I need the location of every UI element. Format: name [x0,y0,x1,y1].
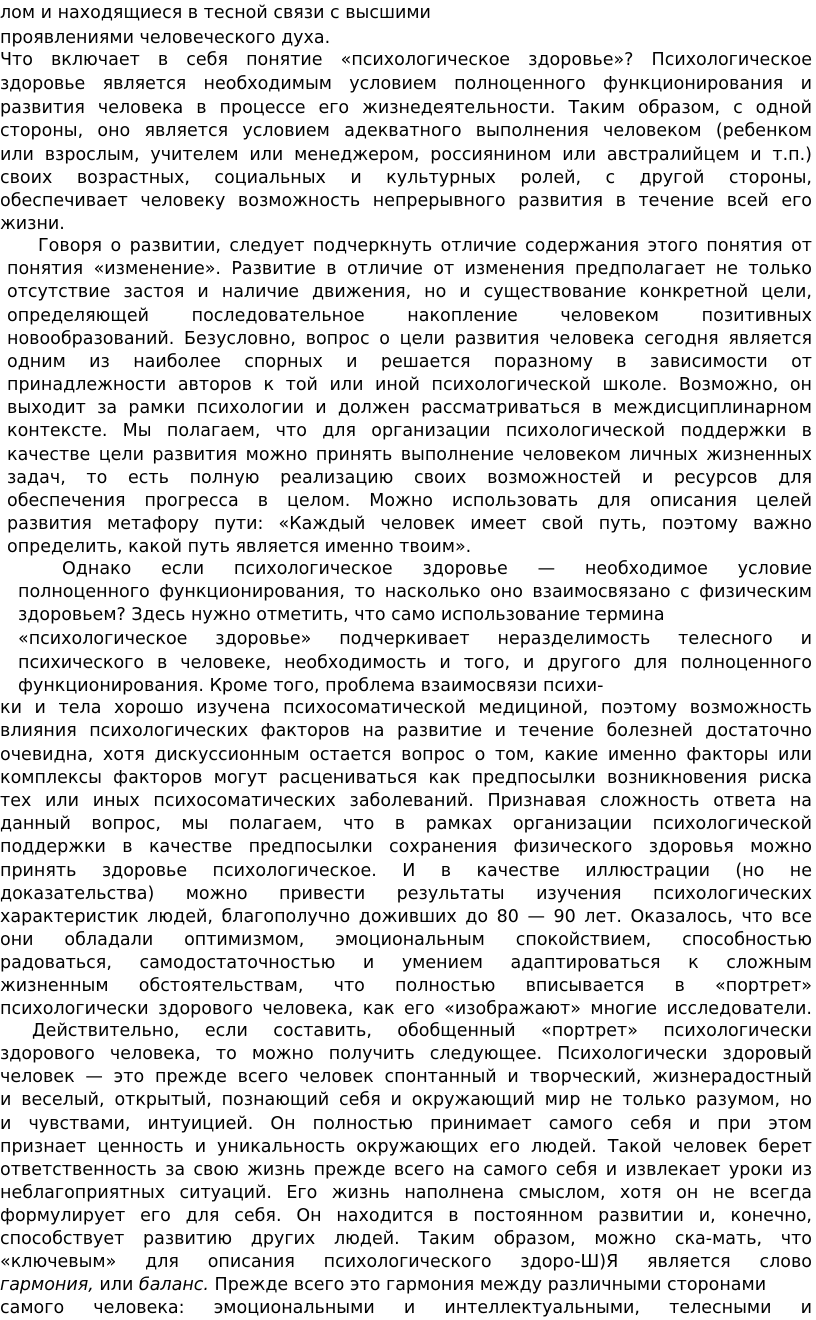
text-line-30: функционирования. Кроме того, проблема взаимосвязи психи- [18,676,604,696]
text-line-13: отсутствие застоя и наличие движения, но и существование конкретной цели, [7,282,812,302]
text-line-57: самого человека: эмоциональными и интеллектуальными, телесными и [0,1298,812,1318]
text-line-39: доказательства) можно привести результаты изучения психологических [0,884,812,904]
text-line-21: задач, то есть полную реализацию своих возможностей и ресурсов для [7,468,812,488]
text-line-25: Однако если психологическое здоровье — необходимое условие [62,559,812,579]
text-line-37: поддержки в качестве предпосылки сохранения физического здоровья можно [0,837,812,857]
italic-term-balance: баланс. [138,1275,209,1295]
text-line-38: принять здоровье психологическое. И в качестве иллюстрации (но не [0,861,812,881]
text-line-16: одним из наиболее спорных и решается поразному в зависимости от [7,352,812,372]
text-line-35: тех или иных психосоматических заболеваний. Признавая сложность ответа на [0,791,812,811]
text-line-31: ки и тела хорошо изучена психосоматической медициной, поэтому возможность [0,698,812,718]
text-line-50: признает ценность и уникальность окружающих его людей. Такой человек берет [0,1137,812,1157]
text-line-17: принадлежности авторов к той или иной психологической школе. Возможно, он [7,375,812,395]
text-line-20: качестве цели развития можно принять выполнение человеком личных жизненных [7,445,812,465]
text-line-22: обеспечения прогресса в целом. Можно использовать для описания целей [7,491,812,511]
line-text-segment: Прежде всего это гармония между различными сторонами [208,1275,767,1295]
text-line-27: здоровьем? Здесь нужно отметить, что само использование термина [18,605,665,625]
text-line-52: неблагоприятных ситуаций. Его жизнь наполнена смыслом, хотя он не всегда [0,1183,812,1203]
text-line-40: характеристик людей, благополучно доживших до 80 — 90 лет. Оказалось, что все [0,907,812,927]
text-line-33: очевидна, хотя дискуссионным остается вопрос о том, какие именно факторы или [0,745,812,765]
italic-term-harmony: гармония, [0,1275,94,1295]
line-text-segment: или [93,1275,139,1295]
text-line-24: определить, какой путь является именно твоим». [7,537,472,557]
text-line-11: Говоря о развитии, следует подчеркнуть отличие содержания этого понятия от [38,236,812,256]
text-line-12: понятия «изменение». Развитие в отличие от изменения предполагает не только [7,259,812,279]
text-line-28: «психологическое здоровье» подчеркивает неразделимость телесного и [18,629,812,649]
text-line-29: психического в человеке, необходимость и того, и другого для полноценного [18,653,812,673]
text-line-10: жизни. [0,214,65,234]
text-line-44: психологически здорового человека, как его «изображают» многие исследователи. [0,999,812,1019]
text-line-1: лом и находящиеся в тесной связи с высшими [0,3,431,23]
text-line-49: и чувствами, интуицией. Он полностью принимает самого себя и при этом [0,1114,812,1134]
text-line-6: стороны, оно является условием адекватного выполнения человеком (ребенком [0,121,812,141]
text-line-32: влияния психологических факторов на развитие и течение болезней достаточно [0,721,812,741]
text-line-14: определяющей последовательное накопление человеком позитивных [7,306,812,326]
text-line-41: они обладали оптимизмом, эмоциональным спокойствием, способностью [0,930,812,950]
text-line-2: проявлениями человеческого духа. [0,28,331,48]
text-line-51: ответственность за свою жизнь прежде всего на самого себя и извлекает уроки из [0,1160,812,1180]
text-line-48: и веселый, открытый, познающий себя и окружающий мир не только разумом, но [0,1090,812,1110]
text-line-19: контексте. Мы полагаем, что для организации психологической поддержки в [7,421,812,441]
text-line-36: данный вопрос, мы полагаем, что в рамках организации психологической [0,814,812,834]
text-line-55: «ключевым» для описания психологического здоро-Ш)Я является слово [0,1252,812,1272]
text-line-46: здорового человека, то можно получить следующее. Психологически здоровый [0,1044,812,1064]
text-line-43: жизненным обстоятельствам, что полностью вписывается в «портрет» [0,976,812,996]
text-line-9: обеспечивает человеку возможность непрерывного развития в течение всей его [0,191,812,211]
text-line-7: или взрослым, учителем или менеджером, россиянином или австралийцем и т.п.) [0,145,812,165]
text-line-8: своих возрастных, социальных и культурных ролей, с другой стороны, [0,168,812,188]
text-line-4: здоровье является необходимым условием полноценного функционирования и [0,74,812,94]
text-line-54: способствует развитию других людей. Таким образом, можно ска-мать, что [0,1229,812,1249]
text-line-56 [0,1274,816,1297]
text-line-5: развития человека в процессе его жизнедеятельности. Таким образом, с одной [0,98,812,118]
text-line-53: формулирует его для себя. Он находится в постоянном развитии и, конечно, [0,1206,812,1226]
text-line-47: человек — это прежде всего человек спонтанный и творческий, жизнерадостный [0,1067,812,1087]
text-line-42: радоваться, самодостаточностью и умением адаптироваться к сложным [0,953,812,973]
text-line-23: развития метафору пути: «Каждый человек имеет свой путь, поэтому важно [7,514,812,534]
text-line-3: Что включает в себя понятие «психологическое здоровье»? Психологическое [0,50,812,70]
text-line-45: Действительно, если составить, обобщенный «портрет» психологически [32,1021,812,1041]
text-line-15: новообразований. Безусловно, вопрос о цели развития человека сегодня является [7,329,812,349]
text-line-18: выходит за рамки психологии и должен рассматриваться в междисциплинарном [7,398,812,418]
text-line-26: полноценного функционирования, то насколько оно взаимосвязано с физическим [18,582,812,602]
text-line-34: комплексы факторов могут расцениваться как предпосылки возникновения риска [0,768,812,788]
